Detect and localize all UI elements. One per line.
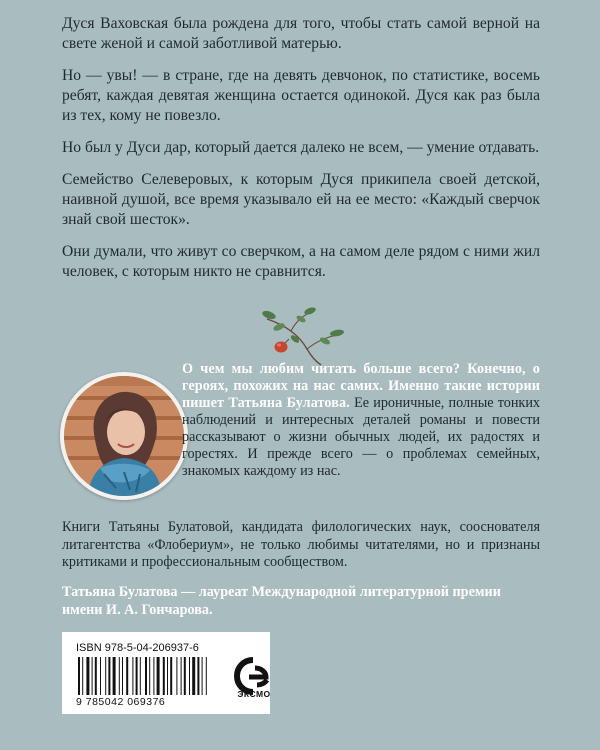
intro-paragraph-2: Но — увы! — в стране, где на девять девчонок, по статистике, восемь ребят, каждая девятая женщина остается одинокой. Дуся как раз была из тех, кому не повезло.: [62, 67, 540, 124]
author-portrait-icon: [64, 376, 184, 496]
author-bio: Книги Татьяны Булатовой, кандидата филологических наук, сооснователя литагентства «Флобериум», не только любимы читателями, но и признаны критиками и профессиональным сообществом.: [62, 519, 540, 570]
isbn-text: ISBN 978-5-04-206937-6: [76, 642, 199, 654]
publisher-name: ЭКСМО: [237, 689, 271, 699]
barcode-digits: 9 785042 069376: [76, 696, 166, 708]
annotation-text: [62, 14, 540, 294]
intro-paragraph-3: Но был у Дуси дар, который дается далеко не всем, — умение отдавать.: [62, 139, 540, 156]
author-annotation: [182, 361, 540, 480]
rosehip-sprig-icon: [255, 305, 345, 367]
intro-paragraph-5: Они думали, что живут со сверчком, а на самом деле рядом с ними жил человек, с которым никто не сравнится.: [62, 243, 540, 280]
author-photo: [60, 372, 188, 500]
intro-paragraph-4: Семейство Селеверовых, к которым Дуся прикипела своей детской, наивной душой, все время указывало ей на ее место: «Каждый сверчок знай свой шесток».: [62, 171, 540, 228]
author-award: Татьяна Булатова — лауреат Международной литературной премии имени И. А. Гончарова.: [62, 584, 501, 618]
about-lead-text: О чем мы любим читать больше всего? Конечно, о героях, похожих на нас самих. Именно такие истории пишет Татьяна Булатова.: [182, 361, 540, 411]
about-rest-text: Ее ироничные, полные тонких наблюдений и интересных деталей романы и повести рассказывают о жизни обычных людей, их радостях и горестях. И прежде всего — о проблемах семейных, знакомых каждому из нас.: [182, 395, 541, 479]
intro-paragraph-1: Дуся Ваховская была рождена для того, чтобы стать самой верной на свете женой и самой заботливой матерью.: [62, 15, 540, 52]
barcode-icon: [76, 657, 254, 695]
